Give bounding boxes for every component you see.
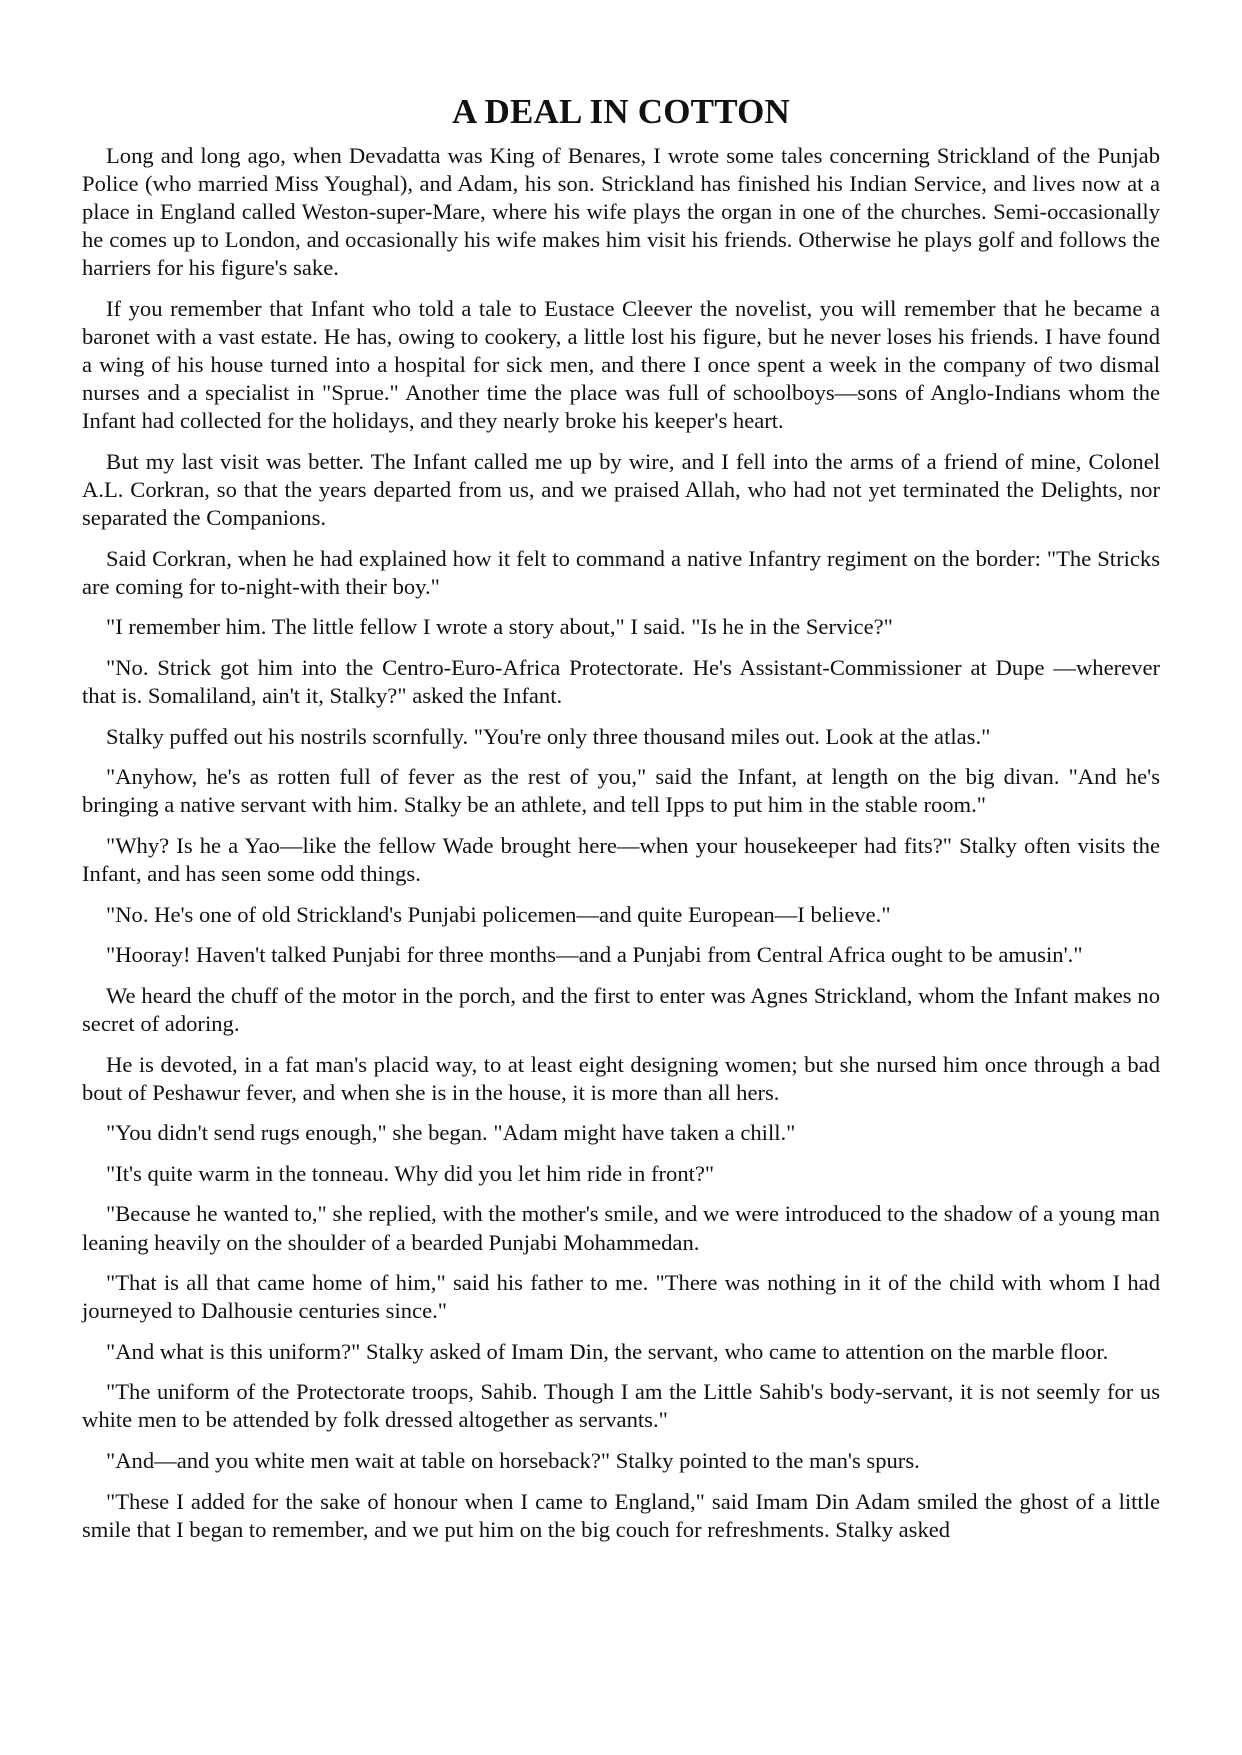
- paragraph: "Why? Is he a Yao—like the fellow Wade brought here—when your housekeeper had fits?" Stalky often visits the Infant, and has seen some odd things.: [82, 832, 1160, 887]
- paragraph: "You didn't send rugs enough," she began. "Adam might have taken a chill.": [106, 1120, 796, 1146]
- paragraph: "Because he wanted to," she replied, with the mother's smile, and we were introduced to the shadow of a young man leaning heavily on the shoulder of a bearded Punjabi Mohammedan.: [82, 1201, 1160, 1255]
- paragraph: "Anyhow, he's as rotten full of fever as the rest of you," said the Infant, at length on the big divan. "And he's bringing a native servant with him. Stalky be an athlete, and tell Ipps to put him in the stable room.": [82, 764, 1160, 818]
- paragraph: But my last visit was better. The Infant called me up by wire, and I fell into the arms of a friend of mine, Colonel A.L. Corkran, so that the years departed from us, and we praised Allah, who had not yet terminated the Delights, nor separated the Companions.: [82, 448, 1160, 531]
- paragraph: "Hooray! Haven't talked Punjabi for three months—and a Punjabi from Central Africa ought to be amusin'.": [106, 942, 1083, 968]
- document-body: [82, 142, 1160, 1544]
- paragraph: "I remember him. The little fellow I wrote a story about," I said. "Is he in the Service?": [106, 614, 893, 640]
- paragraph: Stalky puffed out his nostrils scornfully. "You're only three thousand miles out. Look at the atlas.": [106, 723, 991, 749]
- paragraph: He is devoted, in a fat man's placid way, to at least eight designing women; but she nursed him once through a bad bout of Peshawur fever, and when she is in the house, it is more than all hers.: [82, 1051, 1160, 1105]
- document-title: A DEAL IN COTTON: [451, 92, 791, 131]
- paragraph: "And—and you white men wait at table on horseback?" Stalky pointed to the man's spurs.: [106, 1448, 920, 1474]
- paragraph: "And what is this uniform?" Stalky asked of Imam Din, the servant, who came to attention on the marble floor.: [106, 1338, 1109, 1364]
- paragraph: "It's quite warm in the tonneau. Why did you let him ride in front?": [106, 1160, 715, 1186]
- paragraph: "These I added for the sake of honour when I came to England," said Imam Din Adam smiled the ghost of a little smile that I began to remember, and we put him on the big couch for refreshments. Stalky asked: [82, 1488, 1160, 1542]
- paragraph: Said Corkran, when he had explained how it felt to command a native Infantry regiment on the border: "The Stricks are coming for to-night-with their boy.": [82, 545, 1160, 599]
- paragraph: "No. Strick got him into the Centro-Euro-Africa Protectorate. He's Assistant-Commissioner at Dupe —wherever that is. Somaliland, ain't it, Stalky?" asked the Infant.: [82, 655, 1160, 709]
- paragraph: "No. He's one of old Strickland's Punjabi policemen—and quite European—I believe.": [106, 901, 891, 927]
- paragraph: If you remember that Infant who told a tale to Eustace Cleever the novelist, you will remember that he became a baronet with a vast estate. He has, owing to cookery, a little lost his figure, but he never loses his friends. I have found a wing of his house turned into a hospital for sick men, and there I once spent a week in the company of two dismal nurses and a specialist in "Sprue." Another time the place was full of schoolboys—sons of Anglo-Indians whom the Infant had collected for the holidays, and they nearly broke his keeper's heart.: [82, 295, 1160, 434]
- paragraph: "That is all that came home of him," said his father to me. "There was nothing in it of the child with whom I had journeyed to Dalhousie centuries since.": [82, 1270, 1160, 1324]
- paragraph: Long and long ago, when Devadatta was King of Benares, I wrote some tales concerning Strickland of the Punjab Police (who married Miss Youghal), and Adam, his son. Strickland has finished his Indian Service, and lives now at a place in England called Weston-super-Mare, where his wife plays the organ in one of the churches. Semi-occasionally he comes up to London, and occasionally his wife makes him visit his friends. Otherwise he plays golf and follows the harriers for his figure's sake.: [82, 143, 1160, 281]
- paragraph: We heard the chuff of the motor in the porch, and the first to enter was Agnes Strickland, whom the Infant makes no secret of adoring.: [82, 982, 1160, 1036]
- paragraph: "The uniform of the Protectorate troops, Sahib. Though I am the Little Sahib's body-servant, it is not seemly for us white men to be attended by folk dressed altogether as servants.": [82, 1379, 1160, 1433]
- document-page: [82, 88, 1160, 1556]
